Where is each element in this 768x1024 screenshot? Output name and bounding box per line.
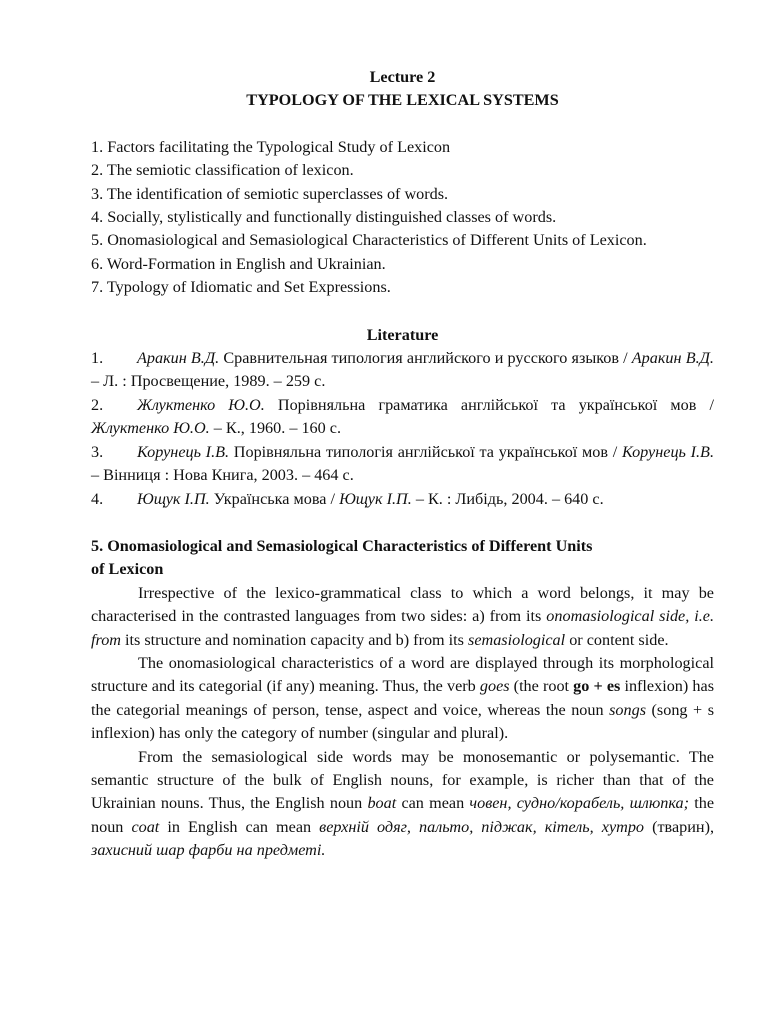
- topic-item: 3. The identification of semiotic superclasses of words.: [91, 184, 449, 203]
- paragraph: Irrespective of the lexico-grammatical class to which a word belongs, it may be characterised in the contrasted languages from two sides: a) from its onomasiological side, i.e. from its structure and nomination capacity and b) from its semasiological or content side.: [91, 583, 714, 649]
- author: Корунець І.В.: [621, 442, 714, 461]
- literature-heading: Literature: [366, 325, 439, 344]
- author: Ющук І.П.: [137, 489, 210, 508]
- topic-item: 5. Onomasiological and Semasiological Characteristics of Different Units of Lexicon.: [91, 231, 647, 250]
- topics-list: [91, 136, 714, 300]
- topic-item: 2. The semiotic classification of lexicon.: [91, 161, 354, 180]
- author: Аракин В.Д.: [137, 349, 220, 368]
- author: Жлуктенко Ю.О.: [91, 419, 210, 438]
- topic-item: 4. Socially, stylistically and functionally distinguished classes of words.: [91, 208, 557, 227]
- topic-item: 6. Word-Formation in English and Ukrainian.: [91, 254, 386, 273]
- author: Аракин В.Д.: [631, 349, 714, 368]
- topic-item: 1. Factors facilitating the Typological Study of Lexicon: [91, 137, 451, 156]
- author: Жлуктенко Ю.О.: [137, 395, 265, 414]
- literature-item: 3. Корунець І.В. Порівняльна типологія англійської та української мов / Корунець І.В. – Вінниця : Нова Книга, 2003. – 464 с.: [91, 442, 714, 485]
- lecture-title: TYPOLOGY OF THE LEXICAL SYSTEMS: [246, 91, 559, 110]
- literature-item: 4. Ющук І.П. Українська мова / Ющук І.П. – К. : Либідь, 2004. – 640 с.: [91, 489, 604, 508]
- section-heading: 5. Onomasiological and Semasiological Characteristics of Different Units of Lexicon: [91, 536, 593, 579]
- topic-item: 7. Typology of Idiomatic and Set Expressions.: [91, 278, 391, 297]
- text-column: [91, 66, 714, 863]
- literature-item: 2. Жлуктенко Ю.О. Порівняльна граматика англійської та української мов / Жлуктенко Ю.О. – К., 1960. – 160 с.: [91, 395, 714, 438]
- literature-item: 1. Аракин В.Д. Сравнительная типология английского и русского языков / Аракин В.Д. – Л. : Просвещение, 1989. – 259 с.: [91, 349, 714, 391]
- paragraph: From the semasiological side words may be monosemantic or polysemantic. The semantic structure of the bulk of English nouns, for example, is richer than that of the Ukrainian nouns. Thus, the English noun boat can mean човен, судно/корабель, шлюпка; the noun coat in English can mean верхній одяг, пальто, піджак, кітель, хутро (тварин), захисний шар фарби на предметі.: [91, 747, 715, 860]
- paragraph: The onomasiological characteristics of a word are displayed through its morphological structure and its categorial (if any) meaning. Thus, the verb goes (the root go + es inflexion) has the categorial meanings of person, tense, aspect and voice, whereas the noun songs (song + s inflexion) has only the category of number (singular and plural).: [91, 653, 714, 743]
- lecture-number: Lecture 2: [369, 68, 436, 86]
- author: Корунець І.В.: [137, 442, 230, 461]
- author: Ющук І.П.: [339, 489, 412, 508]
- literature-list: [91, 347, 714, 511]
